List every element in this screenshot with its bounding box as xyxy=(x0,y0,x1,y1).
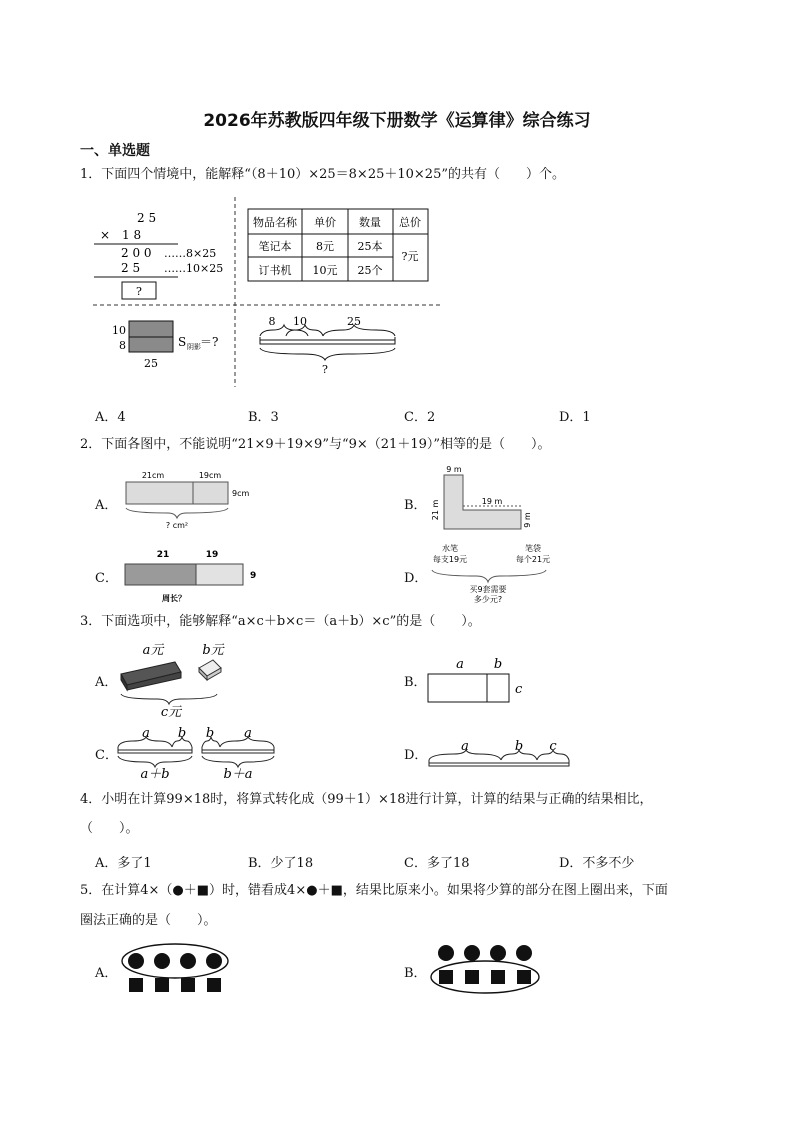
mult-row4: 2 5 xyxy=(121,261,141,275)
q4-option-c[interactable]: C．多了18 xyxy=(404,856,470,871)
a-area-question: ? cm² xyxy=(165,521,189,530)
q1-option-c[interactable]: C．2 xyxy=(404,410,436,425)
table-total: ?元 xyxy=(401,250,419,263)
q5-figure-a xyxy=(118,940,238,1000)
b-left-21: 21 m xyxy=(431,499,440,521)
c-label-a2: a xyxy=(244,726,252,741)
a-width-19: 19cm xyxy=(198,471,222,480)
table-header-1: 单价 xyxy=(314,216,336,229)
seg-label-25: 25 xyxy=(347,315,361,328)
square-icon xyxy=(439,970,453,984)
question-5-stem-line1: 5．在计算4×（●＋■）时，错看成4×●＋■，结果比原来小。如果将少算的部分在图上圈出来，下面 xyxy=(80,883,668,898)
question-4-stem-line1: 4．小明在计算99×18时，将算式转化成（99＋1）×18进行计算，计算的结果与正确的结果相比， xyxy=(80,792,653,807)
d-item-case: 笔袋 xyxy=(525,544,541,553)
square-icon xyxy=(181,978,195,992)
square-icon xyxy=(517,970,531,984)
table-header-2: 数量 xyxy=(359,216,381,229)
square-icon xyxy=(129,978,143,992)
mult-top: 2 5 xyxy=(137,211,157,225)
square-icon xyxy=(207,978,221,992)
a-price-a: a元 xyxy=(142,643,164,658)
q5-figure-b xyxy=(428,940,548,998)
rect-top-part xyxy=(129,321,173,337)
rect-area-eq: ＝? xyxy=(200,335,219,349)
d-label-b: b xyxy=(514,739,524,754)
dot-icon xyxy=(438,945,454,961)
dot-icon xyxy=(180,953,196,969)
q5-option-b[interactable]: B． xyxy=(404,966,427,981)
q3-option-b[interactable]: B． xyxy=(404,675,427,690)
dot-icon xyxy=(128,953,144,969)
price-table xyxy=(248,209,428,281)
q2-figure-c xyxy=(118,547,263,605)
table-header-0: 物品名称 xyxy=(253,216,297,229)
page-title: 2026年苏教版四年级下册数学《运算律》综合练习 xyxy=(203,111,591,131)
dot-icon xyxy=(490,945,506,961)
b-top-9: 9 m xyxy=(446,465,462,474)
brace-total xyxy=(260,348,395,360)
table-cell: 25本 xyxy=(357,240,383,253)
rect-bottom-part xyxy=(129,337,173,352)
c-perimeter-question: 周长？ xyxy=(162,594,186,603)
segment-bar xyxy=(260,337,395,344)
table-cell: 8元 xyxy=(316,240,334,253)
pencil-case-icon xyxy=(121,662,181,690)
question-3-stem: 3．下面选项中，能够解释“a×c＋b×c＝（a＋b）×c”的是（ ）。 xyxy=(80,614,481,629)
eraser-icon xyxy=(199,660,221,680)
mult-row2: × 1 8 xyxy=(100,228,142,242)
section-heading: 一、单选题 xyxy=(80,143,150,159)
rect-area-s: S xyxy=(178,335,187,349)
a-width-21: 21cm xyxy=(141,471,165,480)
q1-option-b[interactable]: B．3 xyxy=(248,410,279,425)
mult-note1: ……8×25 xyxy=(164,247,217,260)
mult-note2: ……10×25 xyxy=(164,262,224,275)
dot-icon xyxy=(206,953,222,969)
dot-icon xyxy=(154,953,170,969)
q5-option-a[interactable]: A． xyxy=(95,966,118,981)
d-label-a: a xyxy=(461,739,469,754)
c-label-a: a xyxy=(142,726,150,741)
q3-figure-b xyxy=(424,652,534,707)
rect-label-10: 10 xyxy=(112,324,126,337)
question-1-stem: 1．下面四个情境中，能解释“（8＋10）×25＝8×25＋10×25”的共有（ ）个。 xyxy=(80,167,565,182)
mult-row3: 2 0 0 xyxy=(121,246,152,260)
q4-option-a[interactable]: A．多了1 xyxy=(95,856,152,871)
d-price-case: 每个21元 xyxy=(515,555,551,564)
d-item-pen: 水笔 xyxy=(442,544,458,553)
b-right-9: 9 m xyxy=(523,512,532,528)
q3-option-a[interactable]: A． xyxy=(95,675,118,690)
table-cell: 25个 xyxy=(357,264,383,277)
mult-box-label: ? xyxy=(136,285,142,298)
a-height-9: 9cm xyxy=(232,489,250,498)
q2-option-c[interactable]: C． xyxy=(95,571,118,586)
table-cell: 10元 xyxy=(312,264,338,277)
d-question-2: 多少元? xyxy=(473,595,503,604)
dot-icon xyxy=(516,945,532,961)
table-header-3: 总价 xyxy=(399,216,421,229)
c-label-b-plus-a: b＋a xyxy=(223,767,253,780)
c-label-b: b xyxy=(177,726,187,741)
d-question-1: 买9套需要 xyxy=(469,585,507,594)
q2-option-b[interactable]: B． xyxy=(404,498,427,513)
q2-figure-a xyxy=(118,468,263,533)
q2-figure-d xyxy=(426,540,566,605)
b-mid-19: 19 m xyxy=(481,497,503,506)
a-total-c: c元 xyxy=(160,705,182,718)
question-1-figure xyxy=(88,197,448,392)
rect-label-8: 8 xyxy=(119,339,126,352)
a-price-b: b元 xyxy=(202,643,224,658)
square-icon xyxy=(465,970,479,984)
square-icon xyxy=(155,978,169,992)
q2-option-a[interactable]: A． xyxy=(95,498,118,513)
q4-option-b[interactable]: B．少了18 xyxy=(248,856,314,871)
seg-label-10: 10 xyxy=(293,315,307,328)
q4-option-d[interactable]: D．不多不少 xyxy=(559,856,635,871)
rect-area-sub: 阴影 xyxy=(187,343,201,351)
b-label-c: c xyxy=(515,682,523,697)
c-label-b2: b xyxy=(205,726,215,741)
seg-question: ? xyxy=(322,363,328,376)
question-2-stem: 2．下面各图中，不能说明“21×9＋19×9”与“9×（21＋19）”相等的是（ ）。 xyxy=(80,437,551,452)
rect-label-25: 25 xyxy=(144,357,158,370)
b-label-a: a xyxy=(456,657,464,672)
c-width-21: 21 xyxy=(156,550,170,560)
q3-option-d[interactable]: D． xyxy=(404,748,428,763)
square-icon xyxy=(491,970,505,984)
d-price-pen: 每支19元 xyxy=(432,555,468,564)
d-label-c: c xyxy=(549,739,557,754)
q3-option-c[interactable]: C． xyxy=(95,748,118,763)
seg-label-8: 8 xyxy=(268,315,276,328)
c-label-a-plus-b: a＋b xyxy=(140,767,170,780)
q2-figure-b xyxy=(426,462,546,544)
q3-figure-d xyxy=(424,734,574,770)
table-cell: 订书机 xyxy=(258,264,292,277)
c-width-19: 19 xyxy=(205,550,219,560)
q1-option-a[interactable]: A．4 xyxy=(95,410,126,425)
q2-option-d[interactable]: D． xyxy=(404,571,428,586)
q3-figure-a xyxy=(115,638,235,718)
dot-icon xyxy=(464,945,480,961)
q1-option-d[interactable]: D．1 xyxy=(559,410,591,425)
b-label-b: b xyxy=(493,657,503,672)
question-4-stem-line2: （ ）。 xyxy=(80,821,139,836)
question-5-stem-line2: 圈法正确的是（ ）。 xyxy=(80,913,217,928)
c-height-9: 9 xyxy=(250,571,257,581)
q3-figure-c xyxy=(115,722,280,780)
table-cell: 笔记本 xyxy=(258,240,292,253)
